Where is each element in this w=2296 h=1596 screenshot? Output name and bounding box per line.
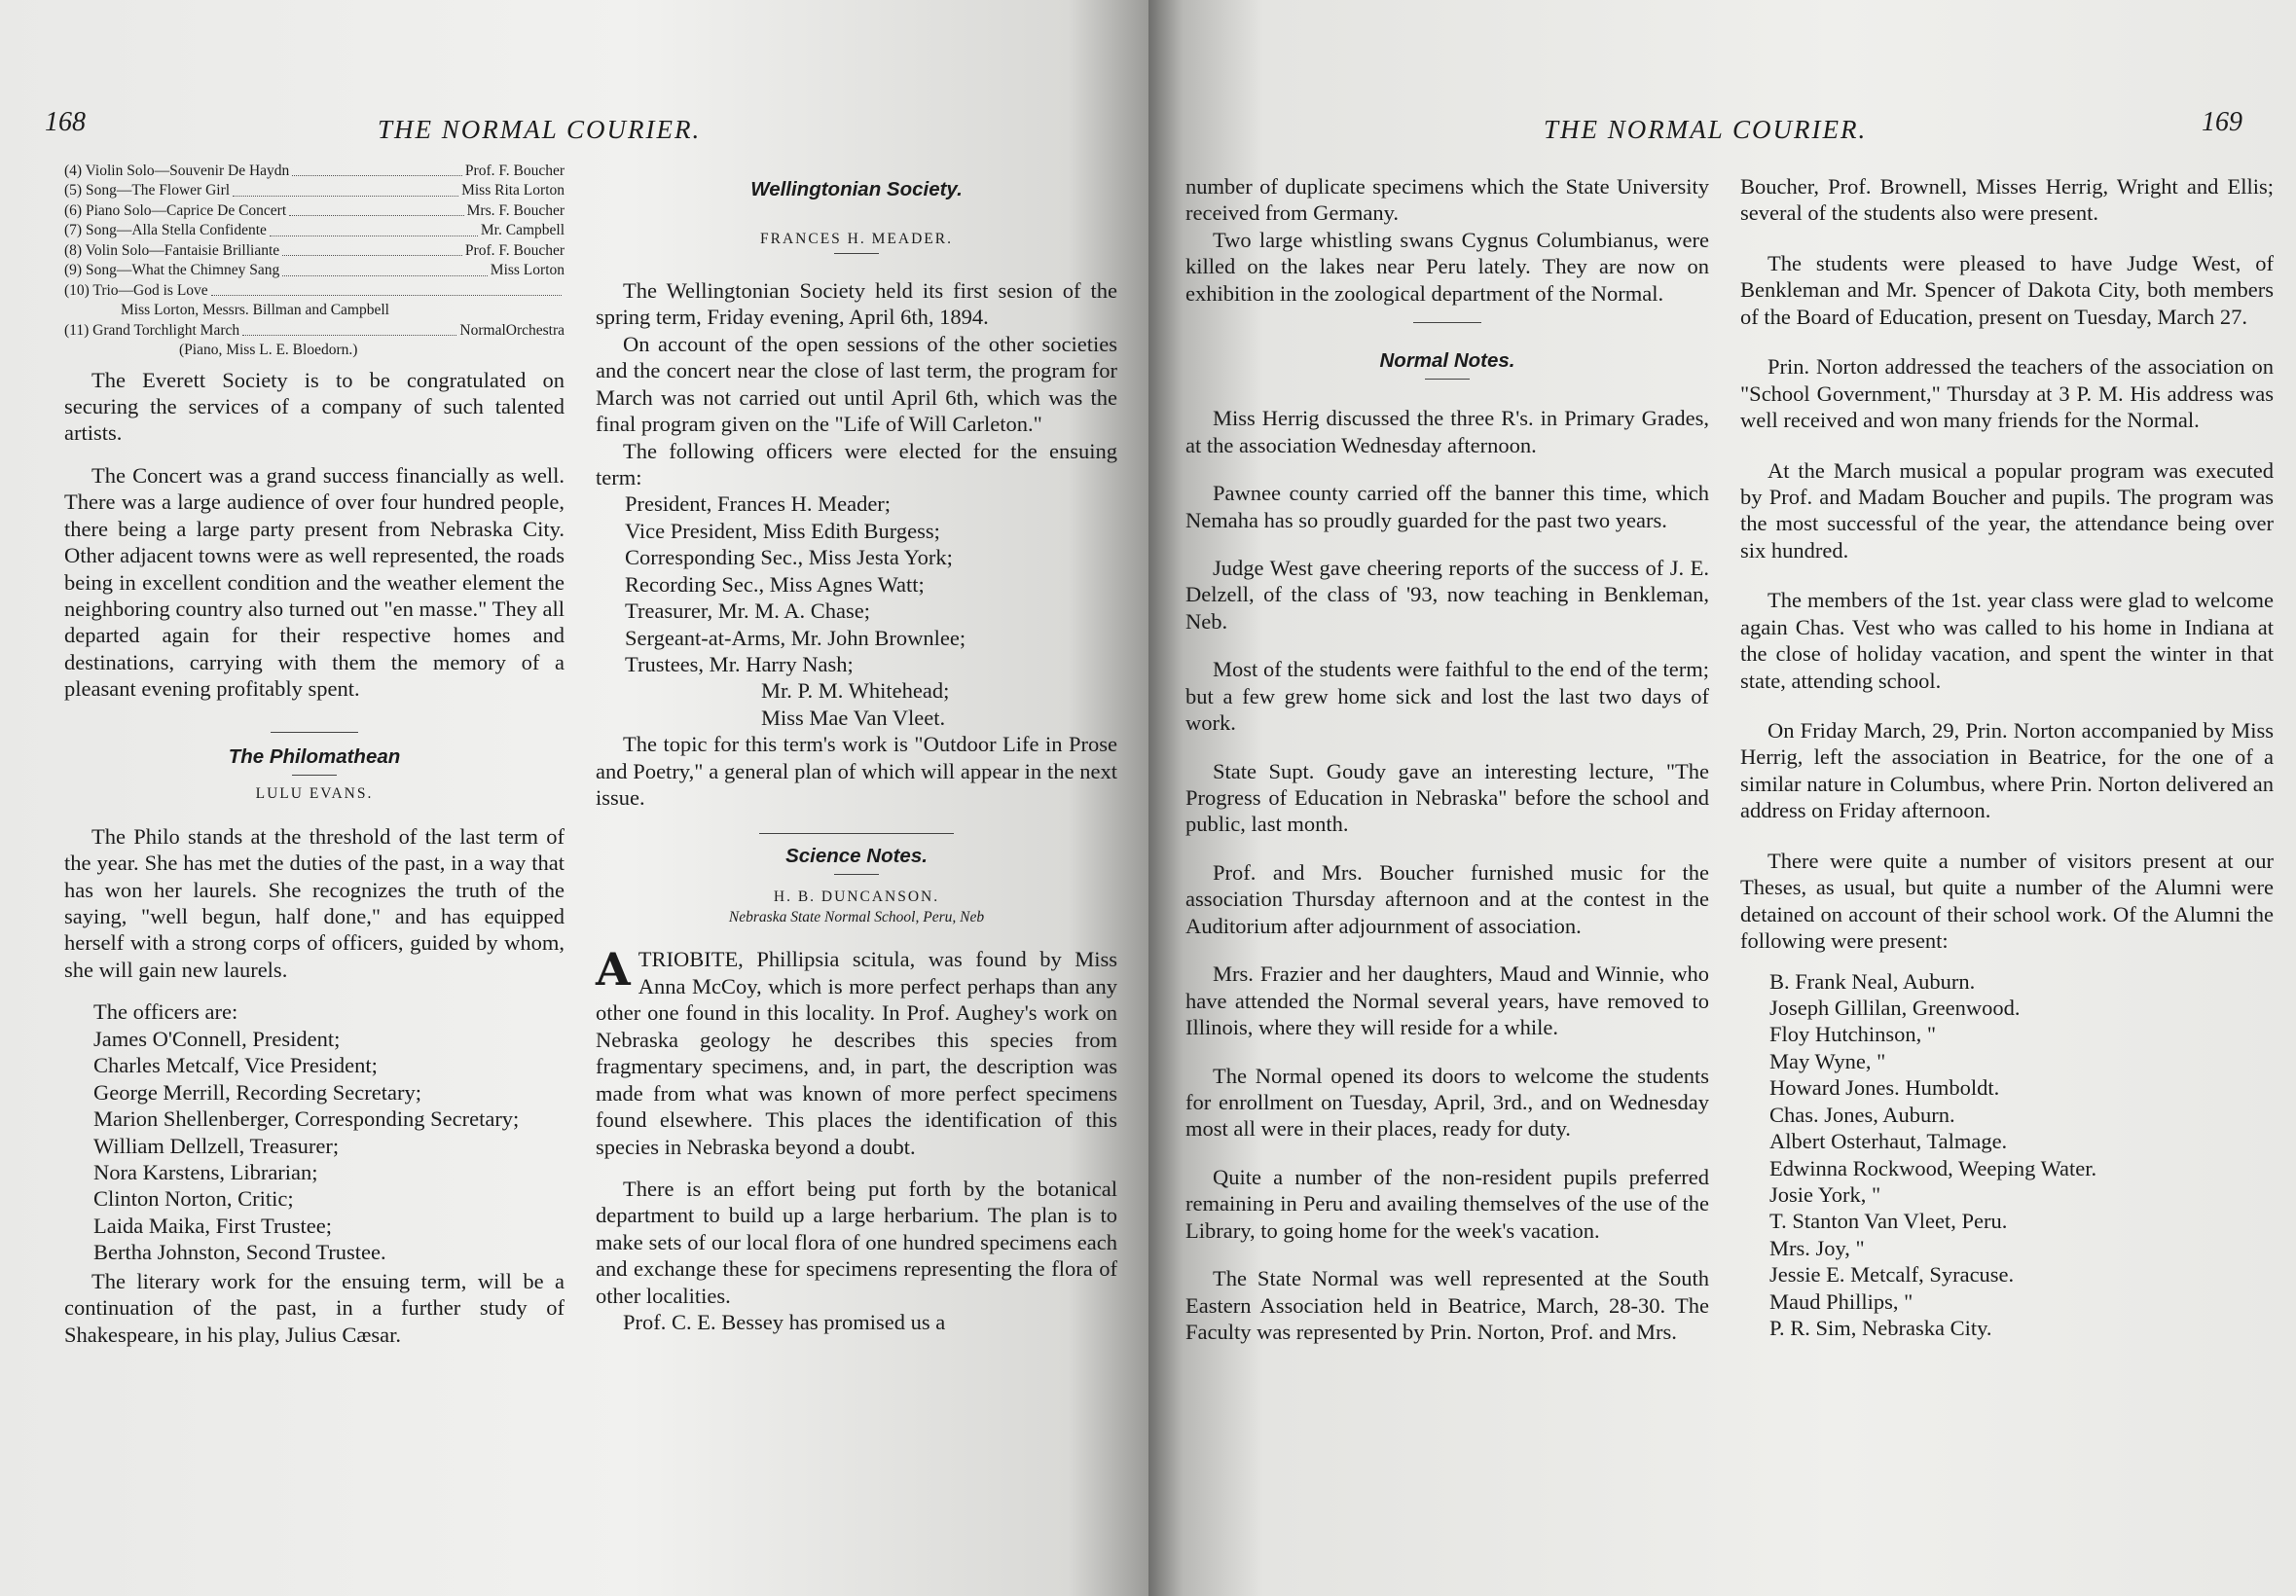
- page-number-left: 168: [45, 107, 86, 137]
- officer-line: James O'Connell, President;: [93, 1026, 341, 1051]
- wellingtonian-officers: [596, 490, 1117, 731]
- program-line: [64, 241, 565, 261]
- officer-line: Treasurer, Mr. M. A. Chase;: [625, 598, 871, 624]
- section-rule: [1413, 322, 1481, 323]
- paragraph: The Concert was a grand success financially as well. There was a large audience of over four hundred people, there being a large party present from Nebraska City. Other adjacent towns were as well represented, the roads being in excellent condition and the weather element the neighboring country also turned out "en masse." They all departed again for their respective homes and destinations, carrying with them the memory of a pleasant evening profitably spent.: [64, 462, 565, 702]
- program-line: [64, 221, 565, 240]
- alumni-entry: Jessie E. Metcalf, Syracuse.: [1769, 1262, 2015, 1288]
- trustee-line: Mr. P. M. Whitehead;: [761, 678, 950, 704]
- officer-line: President, Frances H. Meader;: [625, 491, 892, 517]
- left-page-column-1: [64, 162, 565, 1363]
- concert-program: [64, 162, 565, 361]
- alumni-entry: B. Frank Neal, Auburn.: [1769, 968, 1976, 994]
- alumni-entry: T. Stanton Van Vleet, Peru.: [1769, 1209, 2008, 1234]
- officer-line: Nora Karstens, Librarian;: [93, 1159, 318, 1184]
- paragraph: Two large whistling swans Cygnus Columbianus, were killed on the lakes near Peru lately. They are now on exhibition in the zoological department of the Normal.: [1185, 227, 1709, 306]
- program-line: [64, 162, 565, 181]
- officer-line: Marion Shellenberger, Corresponding Secretary;: [93, 1106, 520, 1132]
- program-lines: [64, 162, 565, 301]
- note-paragraph: The Normal opened its doors to welcome the students for enrollment on Tuesday, April, 3rd., and on Wednesday most all were in their places, ready for duty.: [1185, 1063, 1709, 1142]
- philomathean-author: LULU EVANS.: [255, 784, 374, 802]
- note-paragraph: The members of the 1st. year class were glad to welcome again Chas. Vest who was called to his home in Indiana at the close of holiday vacation, and spent the winter in that state, attending school.: [1740, 588, 2274, 693]
- officer-line: Trustees, Mr. Harry Nash;: [625, 652, 854, 677]
- philomathean-heading: The Philomathean: [228, 744, 401, 768]
- officer-line: George Merrill, Recording Secretary;: [93, 1079, 421, 1105]
- program-item: (9) Song—What the Chimney Sang: [64, 262, 280, 279]
- paragraph: The following officers were elected for the ensuing term:: [596, 438, 1117, 490]
- note-paragraph: Most of the students were faithful to the end of the term; but a few grew home sick and lost the last two days of work.: [1185, 657, 1709, 736]
- paragraph: number of duplicate specimens which the State University received from Germany.: [1185, 174, 1709, 226]
- heading-rule: [292, 775, 337, 776]
- program-performer: Mrs. F. Boucher: [466, 201, 565, 219]
- alumni-entry: Edwinna Rockwood, Weeping Water.: [1769, 1155, 2097, 1180]
- program-line: [64, 281, 565, 301]
- officer-line: Bertha Johnston, Second Trustee.: [93, 1240, 386, 1265]
- running-head-right: THE NORMAL COURIER.: [1544, 115, 1868, 144]
- note-paragraph: Miss Herrig discussed the three R's. in Primary Grades, at the association Wednesday afternoon.: [1185, 406, 1709, 457]
- science-notes-author: H. B. DUNCANSON.: [773, 888, 940, 905]
- officer-line: Clinton Norton, Critic;: [93, 1186, 294, 1212]
- program-finale-note: (Piano, Miss L. E. Bloedorn.): [179, 342, 358, 359]
- alumni-entry: Floy Hutchinson, ": [1769, 1022, 1937, 1047]
- drop-cap: A: [596, 943, 631, 997]
- program-item: (10) Trio—God is Love: [64, 281, 208, 299]
- program-performer: Miss Lorton: [490, 262, 565, 279]
- right-page-column-1: [1185, 173, 1709, 1366]
- philomathean-officers: [64, 998, 565, 1265]
- paragraph: The literary work for the ensuing term, will be a continuation of the past, in a further study of Shakespeare, in his play, Julius Cæsar.: [64, 1268, 565, 1347]
- alumni-entry: P. R. Sim, Nebraska City.: [1769, 1316, 1992, 1341]
- program-performer: Miss Rita Lorton: [461, 182, 565, 200]
- program-item: (6) Piano Solo—Caprice De Concert: [64, 201, 287, 219]
- officer-line: Charles Metcalf, Vice President;: [93, 1053, 378, 1078]
- officer-line: Corresponding Sec., Miss Jesta York;: [625, 545, 953, 570]
- note-paragraph: Boucher, Prof. Brownell, Misses Herrig, Wright and Ellis; several of the students also were present.: [1740, 174, 2274, 226]
- officer-line: Recording Sec., Miss Agnes Watt;: [625, 571, 925, 597]
- program-line: [64, 201, 565, 221]
- note-paragraph: On Friday March, 29, Prin. Norton accompanied by Miss Herrig, left the association in Beatrice, for the one of a similar nature in Columbus, where Prin. Norton delivered an address on Friday afternoon.: [1740, 718, 2274, 823]
- program-trio-performers: Miss Lorton, Messrs. Billman and Campbell: [121, 302, 389, 319]
- alumni-entry: Howard Jones. Humboldt.: [1769, 1075, 2000, 1101]
- program-item: (5) Song—The Flower Girl: [64, 182, 231, 200]
- section-rule: [271, 732, 358, 733]
- running-head-left: THE NORMAL COURIER.: [378, 115, 702, 144]
- program-line: [64, 181, 565, 200]
- alumni-entry: Josie York, ": [1769, 1182, 1881, 1207]
- alumni-entry: Joseph Gillilan, Greenwood.: [1769, 995, 2021, 1020]
- right-page-column-2: [1740, 173, 2274, 1358]
- right-page: [1148, 0, 2296, 1596]
- paragraph: Prof. C. E. Bessey has promised us a: [623, 1310, 946, 1335]
- trustee-line: Miss Mae Van Vleet.: [761, 705, 946, 730]
- program-line: [64, 261, 565, 280]
- officer-line: Sergeant-at-Arms, Mr. John Brownlee;: [625, 625, 966, 650]
- alumni-entry: Albert Osterhaut, Talmage.: [1769, 1129, 2008, 1154]
- note-paragraph: Pawnee county carried off the banner this time, which Nemaha has so proudly guarded for the past two years.: [1185, 481, 1709, 532]
- alumni-entry: Chas. Jones, Auburn.: [1769, 1102, 1955, 1127]
- paragraph: ATRIOBITE, Phillipsia scitula, was found by Miss Anna McCoy, which is more perfect perhaps than any other one found in this locality. In Prof. Aughey's work on Nebraska geology he describes this species from fragmentary specimens, and, in part, the description was made from what was known of more perfect specimens found elsewhere. This places the identification of this species in Nebraska beyond a doubt.: [596, 943, 1117, 1159]
- heading-rule: [834, 874, 879, 875]
- alumni-entry: Mrs. Joy, ": [1769, 1235, 1865, 1260]
- officers-intro: The officers are:: [93, 999, 238, 1025]
- note-paragraph: Judge West gave cheering reports of the success of J. E. Delzell, of the class of '93, now teaching in Benkleman, Neb.: [1185, 555, 1709, 634]
- program-performer: Prof. F. Boucher: [464, 241, 565, 259]
- alumni-entry: May Wyne, ": [1769, 1048, 1886, 1073]
- paragraph: There is an effort being put forth by the botanical department to build up a large herbarium. The plan is to make sets of our local flora of one hundred specimens each and exchange these for specimens representing the flora of other localities.: [596, 1176, 1117, 1308]
- program-performer: Prof. F. Boucher: [464, 163, 565, 179]
- officer-line: Vice President, Miss Edith Burgess;: [625, 518, 940, 543]
- note-paragraph: At the March musical a popular program was executed by Prof. and Madam Boucher and pupils. The program was the most successful of the year, the attendance being over six hundred.: [1740, 457, 2274, 562]
- science-notes-heading: Science Notes.: [785, 844, 928, 867]
- paragraph: On account of the open sessions of the other societies and the concert near the close of last term, the program for March was not carried out until April 6th, which was the final program given on the "Life of Will Carleton.": [596, 331, 1117, 437]
- program-performer: Mr. Campbell: [480, 222, 565, 239]
- alumni-list: [1740, 968, 2274, 1342]
- paragraph: The topic for this term's work is "Outdoor Life in Prose and Poetry," a general plan of which will appear in the next issue.: [596, 732, 1117, 811]
- note-paragraph: Prof. and Mrs. Boucher furnished music for the association Thursday afternoon and at the contest in the Auditorium after adjournment of association.: [1185, 859, 1709, 938]
- heading-rule: [834, 253, 879, 254]
- paragraph: The Philo stands at the threshold of the last term of the year. She has met the duties of the past, in a way that has won her laurels. She recognizes the truth of the saying, "well begun, half done," and has equipped herself with a strong corps of officers, guided by whom, she will gain new laurels.: [64, 823, 565, 982]
- alumni-entry: Maud Phillips, ": [1769, 1288, 1913, 1314]
- program-item: (8) Volin Solo—Fantaisie Brilliante: [64, 241, 280, 259]
- note-paragraph: There were quite a number of visitors present at our Theses, as usual, but quite a number of the Alumni were detained on account of their school work. Of the Alumni the following were present:: [1740, 848, 2274, 954]
- note-paragraph: State Supt. Goudy gave an interesting lecture, "The Progress of Education in Nebraska" before the school and public, last month.: [1185, 758, 1709, 837]
- note-paragraph: Prin. Norton addressed the teachers of the association on "School Government," Thursday at 3 P. M. His address was well received and won many friends for the Normal.: [1740, 354, 2274, 433]
- wellingtonian-author: FRANCES H. MEADER.: [760, 231, 953, 247]
- officer-line: Laida Maika, First Trustee;: [93, 1213, 332, 1238]
- program-item: (7) Song—Alla Stella Confidente: [64, 222, 267, 239]
- note-paragraph: Mrs. Frazier and her daughters, Maud and Winnie, who have attended the Normal several years, have removed to Illinois, where they will reside for a while.: [1185, 961, 1709, 1040]
- program-item: (4) Violin Solo—Souvenir De Haydn: [64, 163, 290, 179]
- science-notes-dateline: Nebraska State Normal School, Peru, Neb: [728, 908, 985, 925]
- section-rule: [759, 833, 954, 834]
- note-paragraph: Quite a number of the non-resident pupils preferred remaining in Peru and availing themselves of the use of the Library, to going home for the week's vacation.: [1185, 1164, 1709, 1243]
- note-paragraph: The State Normal was well represented at the South Eastern Association held in Beatrice, March, 28-30. The Faculty was represented by Prin. Norton, Prof. and Mrs.: [1185, 1266, 1709, 1344]
- program-line: (11) Grand Torchlight March NormalOrchestra: [64, 321, 565, 339]
- note-paragraph: The students were pleased to have Judge West, of Benkleman and Mr. Spencer of Dakota City, both members of the Board of Education, present on Tuesday, March 27.: [1740, 250, 2274, 329]
- paragraph: The Wellingtonian Society held its first sesion of the spring term, Friday evening, April 6th, 1894.: [596, 277, 1117, 330]
- paragraph: The Everett Society is to be congratulated on securing the services of a company of such talented artists.: [64, 367, 565, 446]
- left-page-column-2: [596, 173, 1117, 1352]
- page-number-right: 169: [2202, 107, 2242, 137]
- heading-rule: [1425, 379, 1470, 380]
- normal-notes-heading: Normal Notes.: [1379, 349, 1515, 373]
- officer-line: William Dellzell, Treasurer;: [93, 1133, 340, 1158]
- wellingtonian-heading: Wellingtonian Society.: [750, 178, 963, 200]
